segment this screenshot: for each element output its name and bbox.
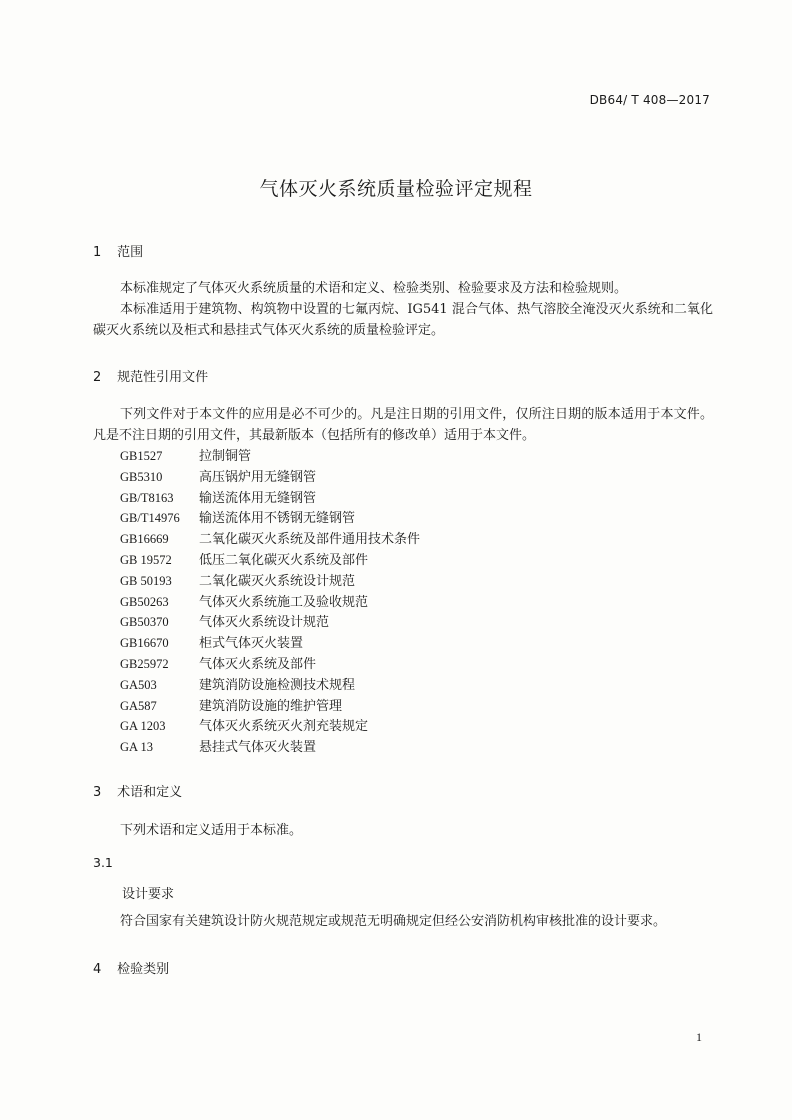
reference-title: 气体灭火系统灭火剂充装规定: [199, 719, 369, 735]
section-1-heading: [93, 241, 143, 260]
reference-title: 二氧化碳灭火系统及部件通用技术条件: [199, 532, 421, 548]
section-2-heading: [93, 366, 208, 385]
reference-title: 低压二氧化碳灭火系统及部件: [199, 552, 369, 568]
list-item: [120, 508, 420, 529]
reference-code: GA 1203: [120, 719, 166, 734]
document-title: 气体灭火系统质量检验评定规程: [259, 178, 533, 200]
reference-code: GB/T8163: [120, 490, 174, 505]
reference-title: 气体灭火系统设计规范: [199, 615, 330, 631]
reference-title: 高压锅炉用无缝钢管: [199, 469, 317, 485]
reference-code: GB50263: [120, 594, 169, 609]
list-item: [120, 633, 420, 654]
reference-code: GB50370: [120, 615, 169, 630]
reference-title: 拉制铜管: [199, 449, 252, 464]
terms-intro-paragraph: 下列术语和定义适用于本标准。: [120, 823, 303, 838]
list-item: [120, 654, 420, 675]
section-number: 3: [93, 785, 102, 800]
section-number: 2: [93, 370, 102, 385]
reference-code: GB16670: [120, 636, 169, 651]
normative-reference-list: [120, 446, 420, 758]
reference-title: 气体灭火系统及部件: [199, 656, 317, 672]
reference-code: GB/T14976: [120, 511, 180, 526]
reference-code: GB25972: [120, 656, 169, 671]
reference-code: GB1527: [120, 449, 163, 463]
list-item: [120, 488, 420, 509]
term-definition: 符合国家有关建筑设计防火规范规定或规范无明确规定但经公安消防机构审核批准的设计要求。: [120, 914, 667, 929]
reference-title: 悬挂式气体灭火装置: [199, 740, 317, 756]
normative-intro-paragraph: 下列文件对于本文件的应用是必不可少的。凡是注日期的引用文件，仅所注日期的版本适用于本文件。凡是不注日期的引用文件，其最新版本（包括所有的修改单）适用于本文件。: [93, 407, 713, 443]
list-item: [120, 592, 420, 613]
list-item: [120, 737, 420, 758]
list-item: [120, 675, 420, 696]
reference-code: GA587: [120, 698, 157, 713]
list-item: [120, 571, 420, 592]
reference-title: 建筑消防设施的维护管理: [199, 698, 343, 714]
list-item: [120, 612, 420, 633]
scope-paragraph-1: 本标准规定了气体灭火系统质量的术语和定义、检验类别、检验要求及方法和检验规则。: [120, 281, 628, 296]
section-title: 范围: [117, 245, 144, 260]
list-item: [120, 529, 420, 550]
scope-paragraph-2: 本标准适用于建筑物、构筑物中设置的七氟丙烷、IG541 混合气体、热气溶胶全淹没灭火系统和二氧化碳灭火系统以及柜式和悬挂式气体灭火系统的质量检验评定。: [93, 302, 713, 338]
term-number: 3.1: [93, 855, 113, 870]
reference-code: GB5310: [120, 469, 163, 484]
section-number: 1: [93, 245, 102, 260]
section-title: 检验类别: [117, 962, 170, 977]
term-name: 设计要求: [122, 887, 175, 902]
page-number: 1: [696, 1030, 702, 1044]
reference-code: GB16669: [120, 532, 169, 547]
list-item: [120, 446, 420, 467]
reference-title: 输送流体用无缝钢管: [199, 490, 317, 506]
section-number: 4: [93, 962, 102, 977]
reference-title: 气体灭火系统施工及验收规范: [199, 594, 369, 610]
reference-code: GA 13: [120, 740, 153, 755]
section-title: 术语和定义: [117, 785, 183, 800]
reference-code: GB 19572: [120, 552, 172, 567]
reference-title: 建筑消防设施检测技术规程: [199, 677, 356, 693]
section-4-heading: [93, 958, 169, 977]
list-item: [120, 550, 420, 571]
section-title: 规范性引用文件: [117, 370, 209, 385]
reference-title: 输送流体用不锈钢无缝钢管: [199, 511, 356, 527]
list-item: [120, 716, 420, 737]
reference-title: 二氧化碳灭火系统设计规范: [199, 573, 356, 589]
list-item: [120, 696, 420, 717]
standard-code: DB64/ T 408—2017: [589, 93, 710, 107]
reference-title: 柜式气体灭火装置: [199, 636, 304, 652]
reference-code: GB 50193: [120, 573, 172, 588]
list-item: [120, 467, 420, 488]
section-3-heading: [93, 781, 182, 800]
reference-code: GA503: [120, 677, 157, 692]
